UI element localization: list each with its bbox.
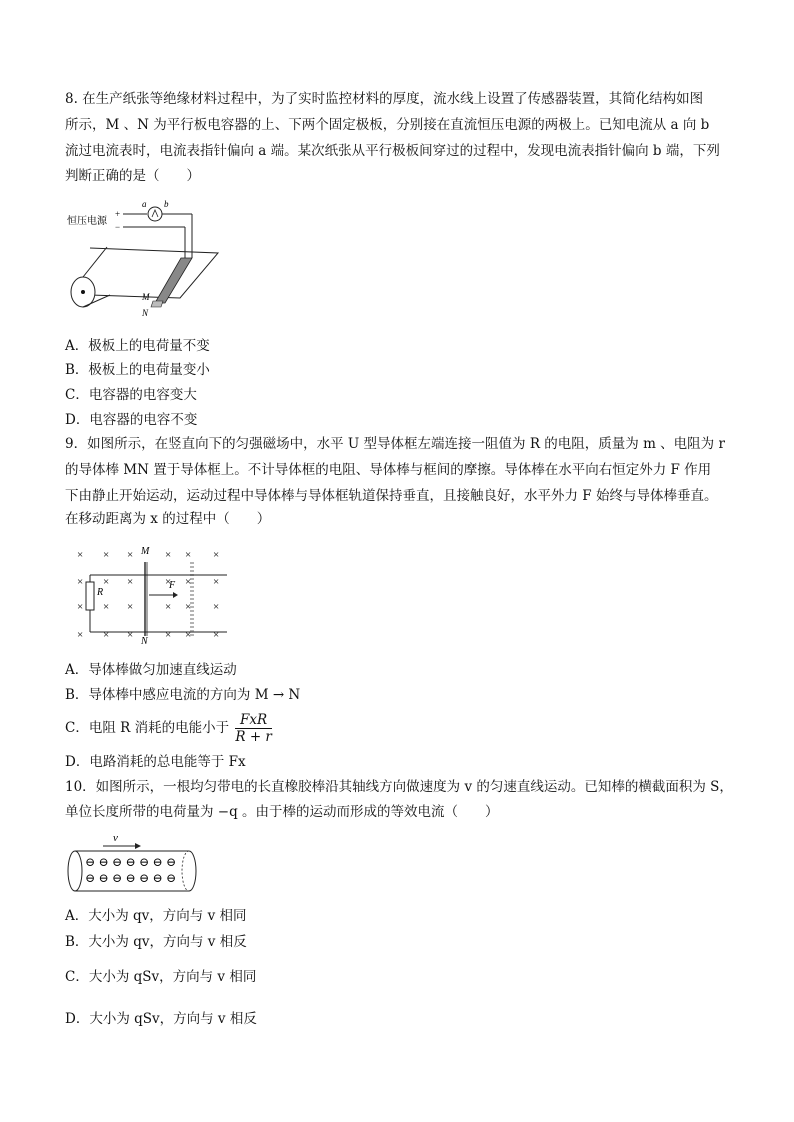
field-cross-icon: × (185, 576, 192, 588)
negative-charge-icon: ⊖ (98, 855, 109, 869)
field-cross-icon: × (165, 576, 172, 588)
q8-option-c[interactable]: C．电容器的电容变大 (65, 387, 197, 403)
plate-n (151, 301, 163, 307)
negative-charge-icon: ⊖ (125, 871, 136, 885)
q9-option-c[interactable] (65, 712, 272, 745)
label-R: R (97, 587, 104, 598)
negative-charge-icon: ⊖ (98, 871, 109, 885)
field-cross-icon: × (185, 601, 192, 613)
negative-charge-icon: ⊖ (139, 855, 150, 869)
q10-option-d[interactable]: D．大小为 qSv，方向与 v 相反 (65, 1011, 257, 1027)
field-cross-icon: × (127, 629, 134, 641)
field-cross-icon: × (213, 549, 220, 561)
field-cross-icon: × (103, 576, 110, 588)
field-cross-icon: × (77, 549, 84, 561)
q9-option-b[interactable]: B．导体棒中感应电流的方向为 M → N (65, 687, 301, 703)
q8-option-d[interactable]: D．电容器的电容不变 (65, 412, 198, 428)
field-cross-icon: × (165, 549, 172, 561)
q9-option-c-text: C．电阻 R 消耗的电能小于 (65, 720, 230, 736)
negative-charge-icon: ⊖ (112, 855, 123, 869)
q10-option-c[interactable]: C．大小为 qSv，方向与 v 相同 (65, 969, 257, 985)
field-cross-icon: × (77, 601, 84, 613)
q10-option-b[interactable]: B．大小为 qv，方向与 v 相反 (65, 934, 247, 950)
field-cross-icon: × (213, 576, 220, 588)
q9-stem-line-2: 的导体棒 MN 置于导体框上。不计导体框的电阻、导体棒与框间的摩擦。导体棒在水平向右恒定外力 F 作用 (65, 462, 712, 478)
resistor-r (86, 582, 94, 610)
label-F: F (169, 580, 176, 591)
negative-charge-icon: ⊖ (152, 871, 163, 885)
plate-m (155, 258, 192, 303)
field-cross-icon: × (127, 549, 134, 561)
q10-option-a[interactable]: A．大小为 qv，方向与 v 相同 (65, 908, 247, 924)
field-cross-icon: × (103, 549, 110, 561)
minus-terminal: − (115, 222, 121, 232)
negative-charge-icon: ⊖ (166, 871, 177, 885)
q9-stem-line-4: 在移动距离为 x 的过程中（ ） (65, 511, 271, 527)
label-a: a (142, 199, 147, 209)
label-M: M (142, 292, 150, 302)
fraction-numerator: FxR (235, 712, 272, 729)
negative-charge-icon: ⊖ (85, 871, 96, 885)
field-cross-icon: × (77, 629, 84, 641)
q9-magnetic-field-figure (65, 540, 235, 645)
power-source-label: 恒压电源 (67, 216, 107, 227)
paper-sheet (90, 248, 218, 298)
negative-charges (85, 855, 176, 885)
field-cross-icon: × (77, 576, 84, 588)
label-b: b (164, 199, 169, 209)
q9-stem-line-1: 9．如图所示，在竖直向下的匀强磁场中，水平 U 型导体框左端连接一阻值为 R 的电阻，质量为 m 、电阻为 r (65, 436, 725, 452)
field-cross-icon: × (165, 601, 172, 613)
q8-stem-line-3: 流过电流表时，电流表指针偏向 a 端。某次纸张从平行极板间穿过的过程中，发现电流表指针偏向 b 端，下列 (65, 143, 720, 159)
negative-charge-icon: ⊖ (85, 855, 96, 869)
label-v: v (113, 832, 118, 844)
negative-charge-icon: ⊖ (166, 855, 177, 869)
label-N: N (142, 308, 149, 318)
plus-terminal: + (115, 209, 121, 219)
q8-stem-line-2: 所示，M 、N 为平行板电容器的上、下两个固定极板，分别接在直流恒压电源的两极上。已知电流从 a 向 b (65, 117, 710, 133)
q9-stem-line-3: 下由静止开始运动，运动过程中导体棒与导体框轨道保持垂直，且接触良好，水平外力 F 始终与导体棒垂直。 (65, 488, 718, 504)
field-cross-icon: × (213, 601, 220, 613)
negative-charge-icon: ⊖ (139, 871, 150, 885)
q10-stem-line-2: 单位长度所带的电荷量为 −q 。由于棒的运动而形成的等效电流（ ） (65, 804, 499, 820)
q9-option-a[interactable]: A．导体棒做匀加速直线运动 (65, 662, 237, 678)
rod-left-end (68, 851, 82, 891)
field-cross-icon: × (185, 549, 192, 561)
field-cross-icon: × (165, 629, 172, 641)
q8-capacitor-figure (65, 195, 230, 320)
q9-option-d[interactable]: D．电路消耗的总电能等于 Fx (65, 754, 246, 770)
q10-rubber-rod-figure (65, 828, 205, 898)
field-cross-icon: × (103, 629, 110, 641)
q9-option-c-fraction (235, 712, 272, 745)
label-M: M (141, 546, 150, 557)
negative-charge-icon: ⊖ (152, 855, 163, 869)
fraction-denominator: R + r (235, 729, 272, 745)
negative-charge-icon: ⊖ (112, 871, 123, 885)
field-cross-icon: × (213, 629, 220, 641)
negative-charge-icon: ⊖ (125, 855, 136, 869)
field-cross-icon: × (103, 601, 110, 613)
field-cross-icon: × (127, 601, 134, 613)
label-N: N (141, 636, 148, 645)
q8-option-a[interactable]: A．极板上的电荷量不变 (65, 338, 210, 354)
q8-stem-line-1: 8. 在生产纸张等绝缘材料过程中，为了实时监控材料的厚度，流水线上设置了传感器装置，其简化结构如图 (65, 91, 704, 107)
q8-option-b[interactable]: B．极板上的电荷量变小 (65, 362, 210, 378)
field-cross-icon: × (185, 629, 192, 641)
q10-stem-line-1: 10．如图所示，一根均匀带电的长直橡胶棒沿其轴线方向做速度为 v 的匀速直线运动。已知棒的横截面积为 S， (65, 779, 733, 795)
field-cross-icon: × (127, 576, 134, 588)
q8-stem-line-4: 判断正确的是（ ） (65, 168, 200, 184)
